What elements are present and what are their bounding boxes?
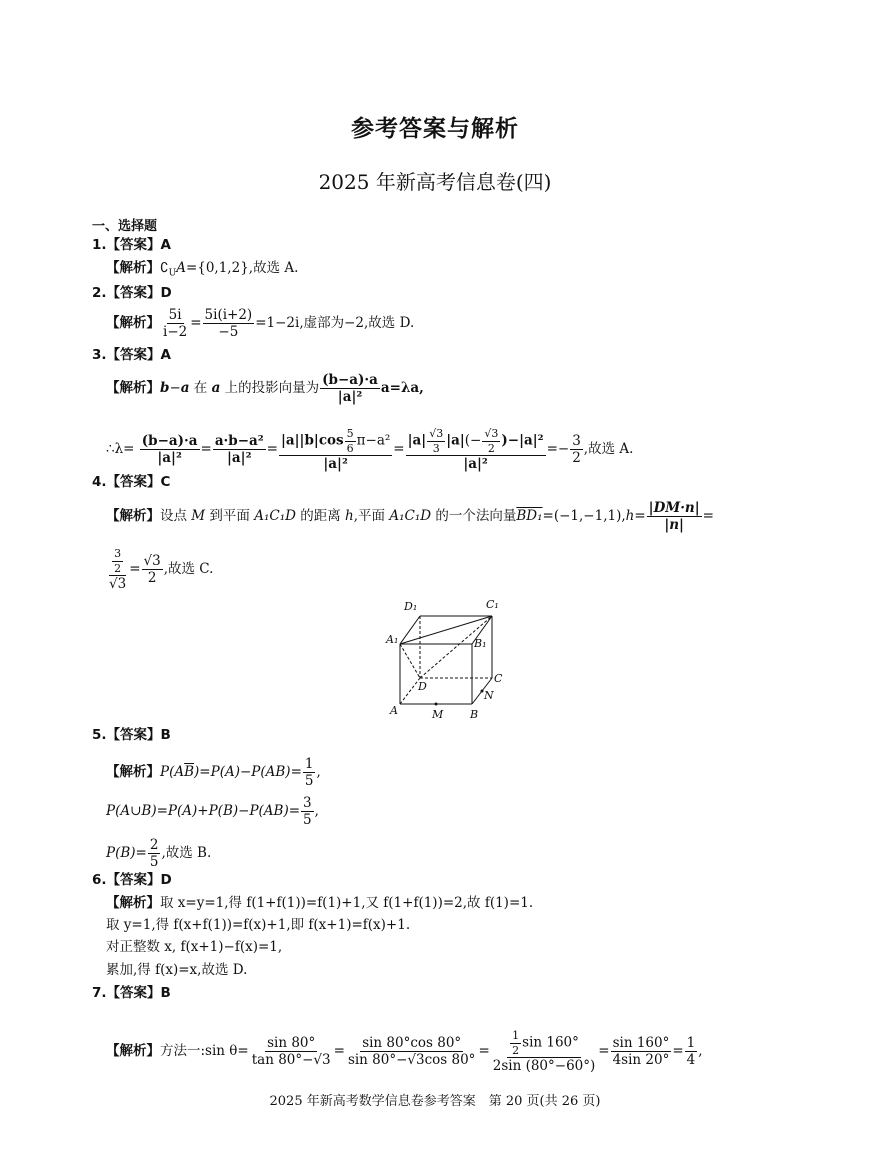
q4-analysis-line1: 【解析】设点 M 到平面 A₁C₁D 的距离 h,平面 A₁C₁D 的一个法向量BD₁=(−1,−1,1),h= $\frac{|DM\cdot n|}{|n|}$ =: [106, 500, 714, 534]
hidden-line-a1-d: [400, 644, 420, 678]
hidden-edge-a-d: [400, 678, 420, 704]
label-a1: A₁: [386, 633, 399, 646]
q5-analysis-line1: 【解析】$P(A\overline{B})=P(A)-P(AB)=$ $\frac{1}{5}$ ,: [106, 756, 321, 790]
cube-diagram: [380, 596, 510, 726]
q4-answer: 4.【答案】C: [92, 474, 171, 490]
fraction: $\frac{|DM\cdot n|}{|n|}$: [648, 500, 700, 534]
fraction: $\frac{\sin 80^\circ}{\tan 80^\circ-√3}$: [251, 1034, 331, 1069]
fraction: $\frac{\text{a·b−a²}}{\text{|a|²}}$: [214, 432, 264, 467]
q6-analysis-line3: 对正整数 x, f(x+1)−f(x)=1,: [106, 939, 283, 955]
q5-analysis-line3: P(B)= $\frac{2}{5}$ ,故选 B.: [106, 837, 212, 871]
fraction: $\frac{1}{4}$: [686, 1034, 696, 1069]
section-heading: 一、选择题: [92, 219, 158, 234]
label-d1: D₁: [404, 600, 418, 613]
fraction: $\frac{5i}{i-2}$: [163, 307, 188, 341]
fraction: $\frac{3}{5}$: [303, 795, 312, 829]
q5-answer: 5.【答案】B: [92, 727, 171, 743]
fraction: $\frac{1}{2}$ sin 160° 2sin (80°−60°): [492, 1029, 596, 1075]
fraction: $\frac{(b-a)\cdot a}{\text{|a|²}}$: [322, 372, 378, 406]
q3-analysis-line1: 【解析】b−a 在 a 上的投影向量为 $\frac{(b-a)\cdot a}{\text{|a|²}}$ a=λa,: [106, 372, 424, 406]
q1-analysis: 【解析】$∁_UA=\{0,1,2\}$,故选 A.: [106, 260, 299, 279]
fraction: $\frac{(b-a)\cdot a}{\text{|a|²}}$: [141, 432, 198, 467]
q3-analysis-line2: ∴λ= $\frac{(b-a)\cdot a}{\text{|a|²}}$ = $\frac{\text{a·b−a²}}{\text{|a|²}}$ = |a||b|cos $\frac{5}{6}$ π−a² |a|² = |a| $\frac{√3}{3}$ |a|(− $\frac{√3}{2}$ )−|a|² |a|² =− $\frac{3}{2}$ ,故选 A.: [106, 427, 634, 473]
q4-analysis-line2: $\frac{\frac{3}{2}}{√3}$ = $\frac{√3}{2}$ ,故选 C.: [109, 547, 214, 593]
point-m: [435, 703, 438, 706]
label-b: B: [470, 708, 479, 721]
page-subtitle: 2025 年新高考信息卷(四): [318, 170, 552, 194]
q2-answer: 2.【答案】D: [92, 285, 172, 301]
label-n: N: [484, 689, 494, 702]
fraction: $\frac{3}{2}$: [572, 432, 581, 467]
fraction: |a||b|cos $\frac{5}{6}$ π−a² |a|²: [280, 427, 391, 473]
q6-answer: 6.【答案】D: [92, 872, 172, 888]
q3-answer: 3.【答案】A: [92, 347, 171, 363]
q7-analysis: 【解析】方法一:sin θ= $\frac{\sin 80^\circ}{\tan 80^\circ-√3}$ = $\frac{\sin 80^\circ\cos 80^\circ}{\sin 80^\circ-√3\cos 80^\circ}$ = $\frac{1}{2}$ sin 160° 2sin (80°−60°) = $\frac{\sin 160^\circ}{4\sin 20^\circ}$ = $\frac{1}{4}$ ,: [106, 1029, 703, 1075]
label-c1: C₁: [486, 598, 499, 611]
fraction: $\frac{1}{5}$: [304, 756, 314, 790]
fraction: $\frac{√3}{2}$: [143, 552, 161, 587]
label-d: D: [418, 680, 427, 693]
q1-answer: 1.【答案】A: [92, 237, 171, 253]
q6-analysis-line2: 取 y=1,得 f(x+f(1))=f(x)+1,即 f(x+1)=f(x)+1.: [106, 917, 411, 933]
q5-analysis-line2: P(A∪B)=P(A)+P(B)−P(AB)= $\frac{3}{5}$ ,: [106, 795, 319, 829]
fraction: |a| $\frac{√3}{3}$ |a|(− $\frac{√3}{2}$ )−|a|² |a|²: [407, 427, 544, 473]
label-m: M: [432, 708, 444, 721]
fraction: $\frac{5i(i+2)}{-5}$: [204, 307, 253, 341]
label-c: C: [494, 672, 503, 685]
q6-analysis-line1: 【解析】取 x=y=1,得 f(1+f(1))=f(1)+1,又 f(1+f(1))=2,故 f(1)=1.: [106, 895, 534, 911]
q6-analysis-line4: 累加,得 f(x)=x,故选 D.: [106, 962, 248, 978]
q7-answer: 7.【答案】B: [92, 985, 171, 1001]
q2-analysis: 【解析】 $\frac{5i}{i-2}$ = $\frac{5i(i+2)}{-5}$ =1−2i,虚部为−2,故选 D.: [106, 307, 415, 341]
edge-a1-d1: [400, 616, 420, 644]
page-footer: 2025 年新高考数学信息卷参考答案 第 20 页(共 26 页): [269, 1094, 601, 1109]
fraction: $\frac{2}{5}$: [149, 837, 159, 871]
page-title: 参考答案与解析: [351, 116, 519, 142]
label-b1: B₁: [474, 637, 487, 650]
fraction: $\frac{\sin 80^\circ\cos 80^\circ}{\sin 80^\circ-√3\cos 80^\circ}$: [347, 1034, 476, 1069]
label-a: A: [390, 704, 398, 717]
fraction: $\frac{\frac{3}{2}}{√3}$: [109, 547, 127, 593]
fraction: $\frac{\sin 160^\circ}{4\sin 20^\circ}$: [612, 1034, 670, 1069]
